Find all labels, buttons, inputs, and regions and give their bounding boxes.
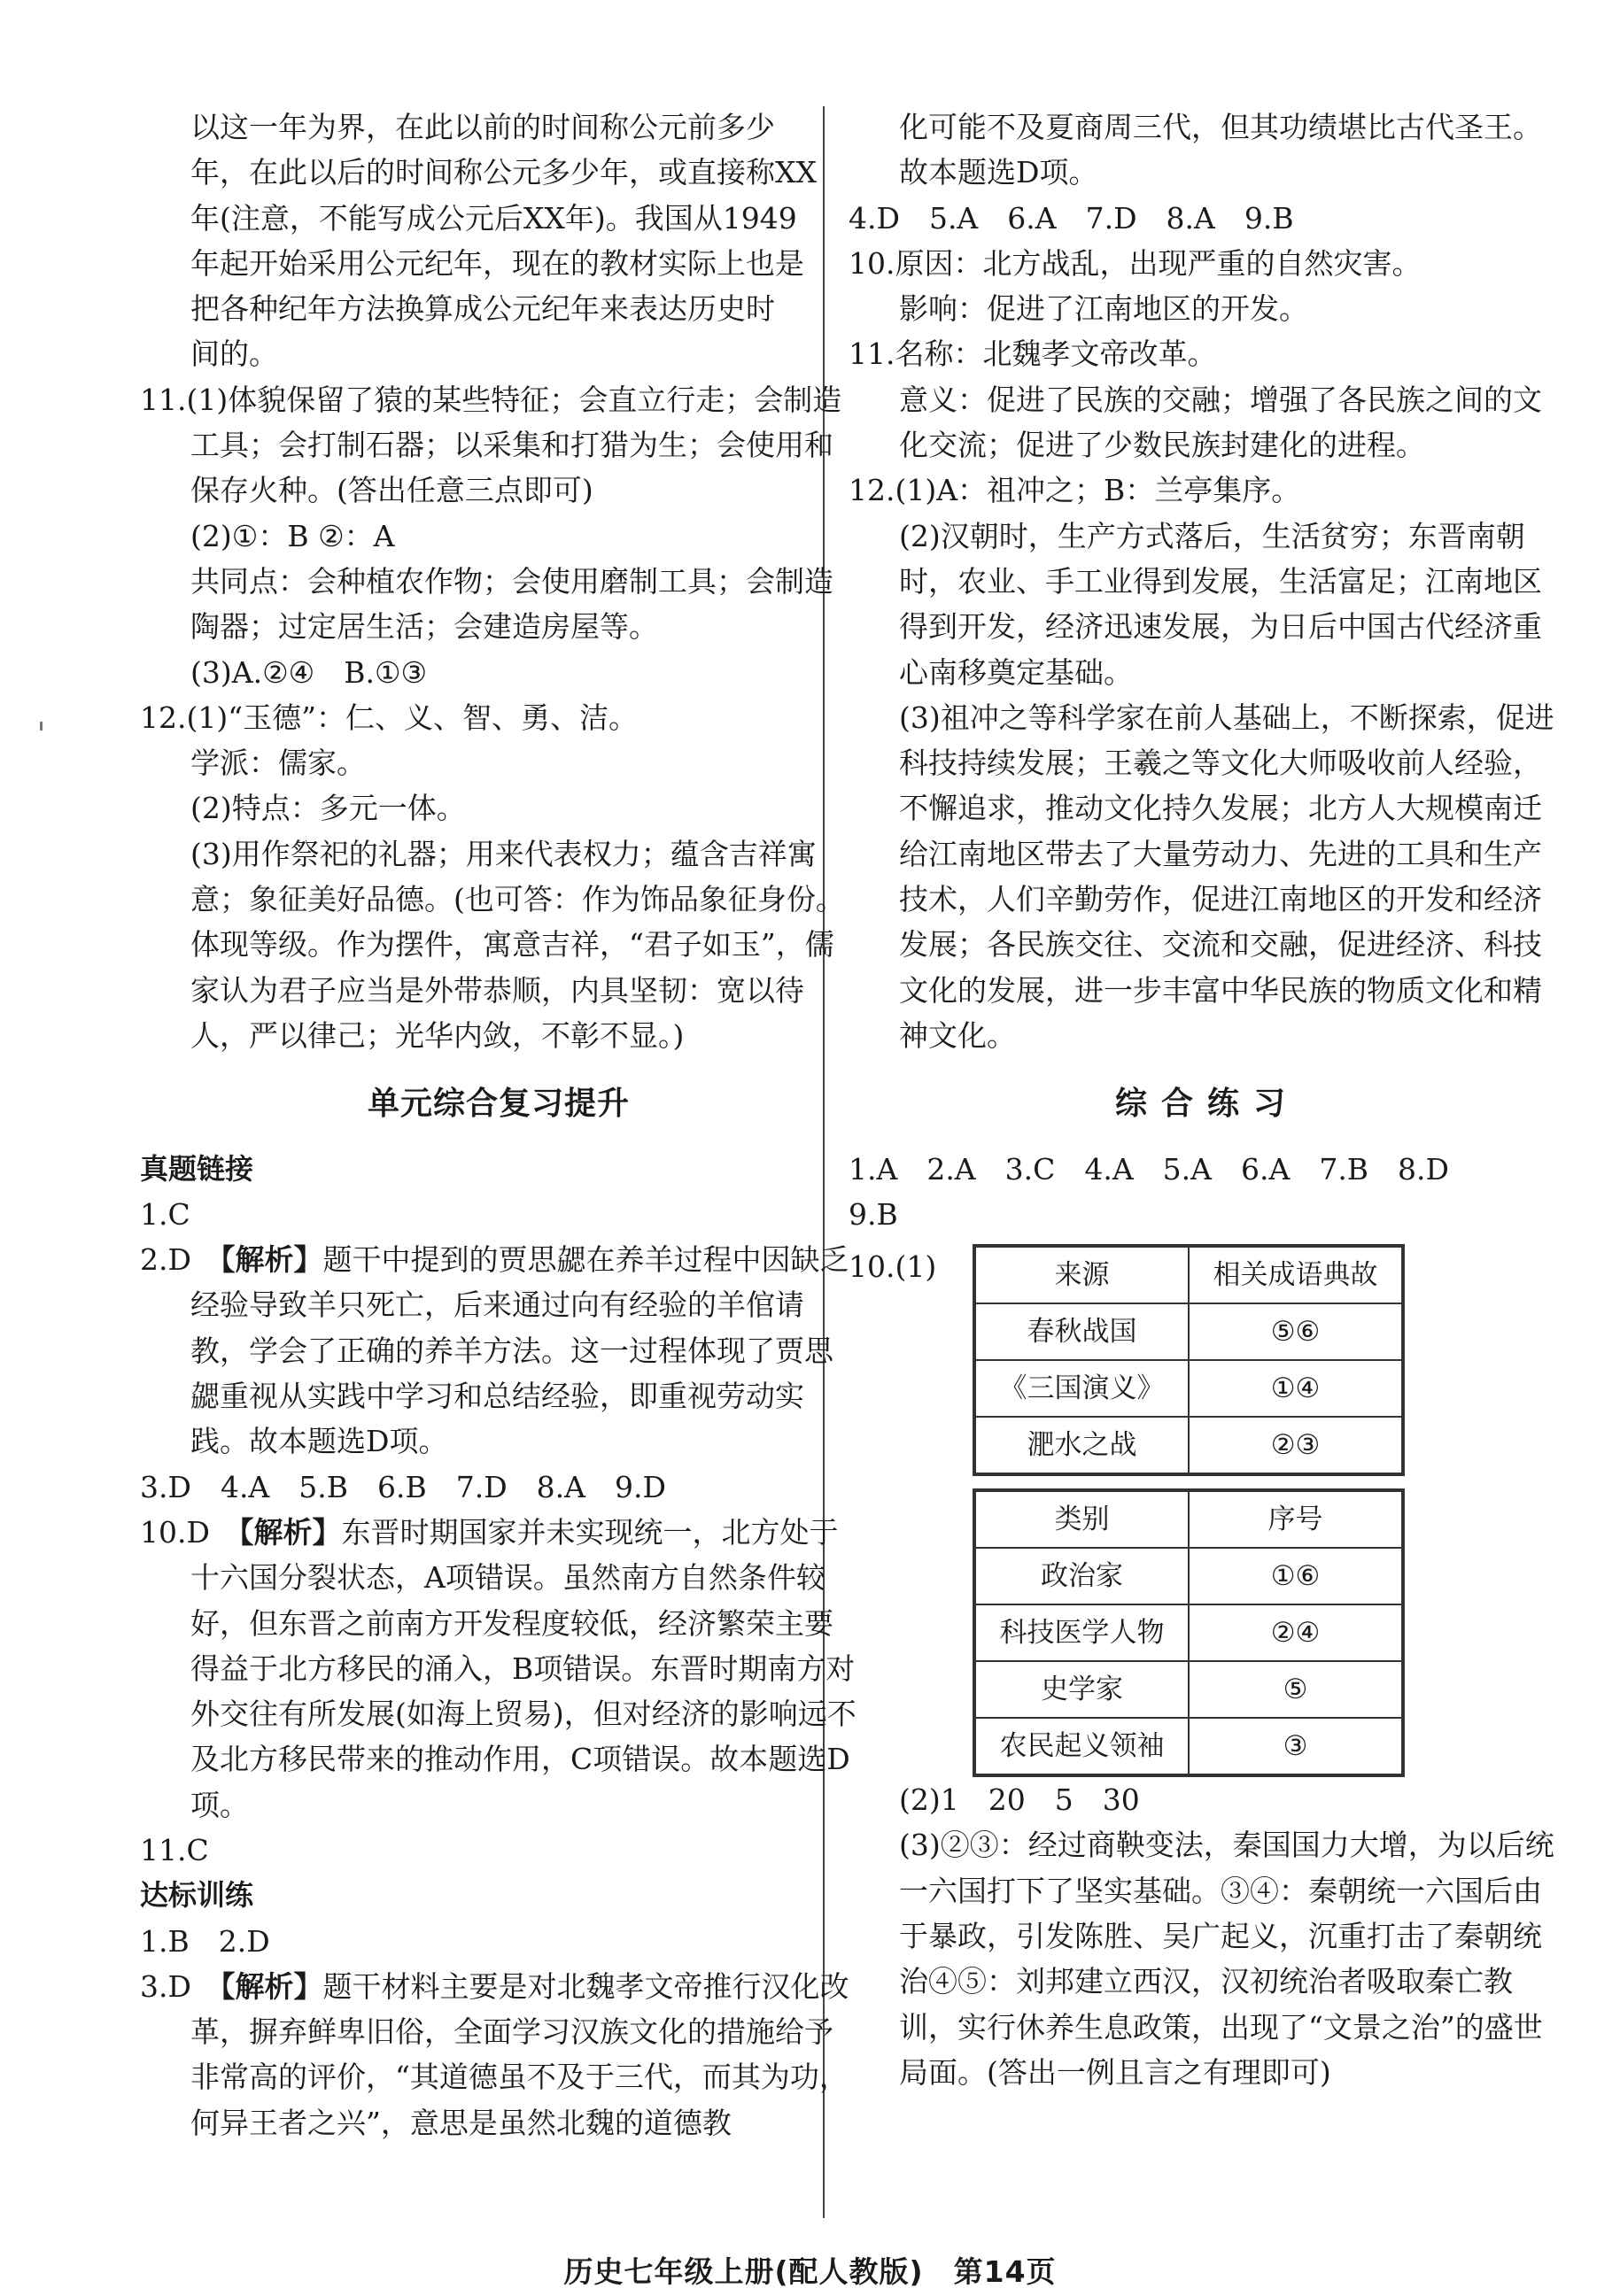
table-row [974, 1604, 1403, 1661]
question-number: 10.D [140, 1514, 239, 1550]
table-cell: ①④ [1189, 1360, 1403, 1417]
answer-line: 1.B 2.D [140, 1923, 270, 1959]
table-cell: 淝水之战 [974, 1417, 1189, 1474]
table-row [974, 1417, 1403, 1474]
table-cell: ①⑥ [1189, 1548, 1403, 1604]
table-cell: 政治家 [974, 1548, 1189, 1604]
table-header-row [974, 1246, 1403, 1303]
table-header-cell: 序号 [1189, 1490, 1403, 1548]
answer-10-2: (2)1 20 5 30 [899, 1782, 1140, 1818]
analysis-label: 【解析】 [220, 1968, 323, 2004]
table-cell: 科技医学人物 [974, 1604, 1189, 1661]
answer-line: 9.B [849, 1196, 898, 1232]
answer-12-3: (3)祖冲之等科学家在前人基础上，不断探索，促进科技持续发展；王羲之等文化大师吸收前人经验，不懈追求，推动文化持久发展；北方人大规模南迁给江南地区带去了大量劳动力、先进的工具和生产技术，人们辛勤劳作，促进江南地区的开发和经济发展；各民族交往、交流和交融，促进经济、科技文化的发展，进一步丰富中华民族的物质文化和精神文化。 [899, 700, 1554, 1053]
table-row [974, 1360, 1403, 1417]
table-header-cell: 相关成语典故 [1189, 1246, 1403, 1303]
answer-11-3: (3)A.②④ B.①③ [190, 654, 428, 690]
answer-3-analysis [140, 1964, 857, 2145]
answer-line: 3.D 4.A 5.B 6.B 7.D 8.A 9.D [140, 1469, 666, 1504]
table-row [974, 1303, 1403, 1360]
subsection-title-practice: 达标训练 [140, 1878, 254, 1913]
page-footer: 历史七年级上册(配人教版) 第14页 [563, 2254, 1057, 2289]
continued-paragraph [140, 104, 857, 377]
question-number: 3.D [140, 1968, 221, 2004]
right-column [849, 104, 1566, 2095]
answer-10-analysis [140, 1510, 857, 1828]
table-cell: 春秋战国 [974, 1303, 1189, 1360]
answer-12-1: 12.(1)“玉德”：仁、义、智、勇、洁。 [140, 700, 638, 735]
table-cell: ⑤⑥ [1189, 1303, 1403, 1360]
answer-12-1: 12.(1)A：祖冲之；B：兰亭集序。 [849, 473, 1301, 508]
text-line: 把各种纪年方法换算成公元纪年来表达历史时 [190, 291, 775, 327]
table-cell: ②④ [1189, 1604, 1403, 1661]
answer-10-tables-row [849, 1244, 1566, 1777]
section-title-comprehensive: 综合练习 [1114, 1086, 1299, 1123]
table-row [974, 1548, 1403, 1604]
table-cell: 《三国演义》 [974, 1360, 1189, 1417]
table-cell: 农民起义领袖 [974, 1718, 1189, 1775]
analysis-label: 【解析】 [220, 1242, 323, 1278]
table-cell: ③ [1189, 1718, 1403, 1775]
table-cell: ⑤ [1189, 1661, 1403, 1718]
answer-11-1: 11.(1)体貌保留了猿的某些特征；会直立行走；会制造工具；会打制石器；以采集和打猎为生；会使用和保存火种。(答出任意三点即可) [140, 382, 842, 508]
table-row [974, 1661, 1403, 1718]
section-title-unit-review: 单元综合复习提升 [367, 1086, 630, 1123]
scan-mark [40, 722, 43, 731]
analysis-text: 东晋时期国家并未实现统一，北方处于十六国分裂状态，A项错误。虽然南方自然条件较好，但东晋之前南方开发程度较低，经济繁荣主要得益于北方移民的涌入，B项错误。东晋时期南方对外交往有所发展(如海上贸易)，但对经济的影响远不及北方移民带来的推动作用，C项错误。故本题选D项。 [190, 1514, 857, 1822]
answer-line: 11.C [140, 1832, 209, 1867]
answer-12-2: (2)特点：多元一体。 [190, 791, 466, 826]
table-header-cell: 类别 [974, 1490, 1189, 1548]
answer-10-reason: 10.原因：北方战乱，出现严重的自然灾害。 [849, 245, 1422, 281]
analysis-label: 【解析】 [238, 1514, 342, 1550]
question-number: 2.D [140, 1242, 221, 1278]
text-line: 年，在此以后的时间称公元多少年，或直接称XX [190, 155, 817, 190]
answer-11-common: 共同点：会种植农作物；会使用磨制工具；会制造陶器；过定居生活；会建造房屋等。 [190, 563, 833, 645]
continued-analysis: 化可能不及夏商周三代，但其功绩堪比古代圣王。故本题选D项。 [899, 110, 1542, 190]
text-line: 年(注意，不能写成公元后XX年)。我国从1949 [190, 200, 797, 236]
answer-12-school: 学派：儒家。 [190, 746, 366, 781]
subsection-title-real-exam: 真题链接 [140, 1151, 254, 1186]
answer-line: 1.A 2.A 3.C 4.A 5.A 6.A 7.B 8.D [849, 1151, 1449, 1187]
answer-10-3: (3)②③：经过商鞅变法，秦国国力大增，为以后统一六国打下了坚实基础。③④：秦朝统一六国后由于暴政，引发陈胜、吴广起义，沉重打击了秦朝统治④⑤：刘邦建立西汉，汉初统治者吸取秦亡教训，实行休养生息政策，出现了“文景之治”的盛世局面。(答出一例且言之有理即可) [899, 1828, 1554, 2090]
table-header-cell: 来源 [974, 1246, 1189, 1303]
idiom-source-table [973, 1244, 1405, 1476]
answer-11-significance: 意义：促进了民族的交融；增强了各民族之间的文化交流；促进了少数民族封建化的进程。 [899, 382, 1542, 463]
text-line: 年起开始采用公元纪年，现在的教材实际上也是 [190, 245, 804, 281]
left-column [140, 104, 857, 2145]
figure-category-table [973, 1488, 1405, 1777]
answer-line: 4.D 5.A 6.A 7.D 8.A 9.B [849, 200, 1294, 236]
table-row [974, 1718, 1403, 1775]
answer-11-name: 11.名称：北魏孝文帝改革。 [849, 336, 1217, 372]
table-header-row [974, 1490, 1403, 1548]
analysis-text: 题干中提到的贾思勰在养羊过程中因缺乏经验导致羊只死亡，后来通过向有经验的羊倌请教，学会了正确的养羊方法。这一过程体现了贾思勰重视从实践中学习和总结经验，即重视劳动实践。故本题选D项。 [190, 1242, 849, 1459]
table-cell: 史学家 [974, 1661, 1189, 1718]
answer-2-analysis [140, 1237, 857, 1464]
answer-line: 1.C [140, 1196, 190, 1232]
table-cell: ②③ [1189, 1417, 1403, 1474]
answer-12-2: (2)汉朝时，生产方式落后，生活贫穷；东晋南朝时，农业、手工业得到发展，生活富足；江南地区得到开发，经济迅速发展，为日后中国古代经济重心南移奠定基础。 [899, 518, 1542, 690]
tables-wrapper [973, 1244, 1405, 1777]
answer-12-3: (3)用作祭祀的礼器；用来代表权力；蕴含吉祥寓意；象征美好品德。(也可答：作为饰品象征身份。体现等级。作为摆件，寓意吉祥，“君子如玉”，儒家认为君子应当是外带恭顺，内具坚韧：宽以待人，严以律己；光华内敛，不彰不显。) [190, 836, 845, 1053]
answer-10-effect: 影响：促进了江南地区的开发。 [899, 291, 1308, 327]
text-line: 间的。 [190, 336, 278, 372]
answer-11-2: (2)①：B ②：A [190, 518, 395, 553]
analysis-text: 题干材料主要是对北魏孝文帝推行汉化改革，摒弃鲜卑旧俗，全面学习汉族文化的措施给予非常高的评价，“其道德虽不及于三代，而其为功，何异王者之兴”，意思是虽然北魏的道德教 [190, 1968, 849, 2140]
text-line: 以这一年为界，在此以前的时间称公元前多少 [190, 110, 775, 144]
answer-10-label: 10.(1) [849, 1249, 937, 1285]
